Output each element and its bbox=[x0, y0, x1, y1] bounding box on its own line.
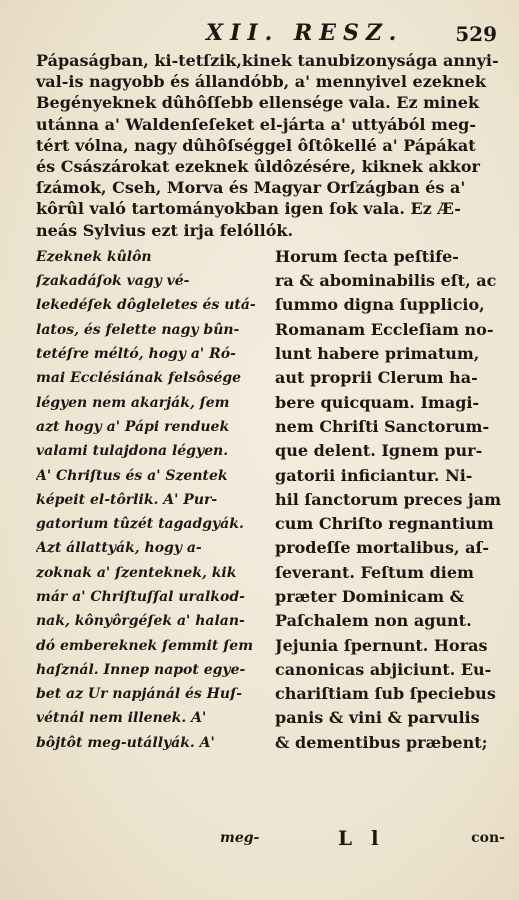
latin-text-line: Romanam Eccleſiam no- bbox=[275, 319, 494, 339]
intro-text-line: Pápaságban, ki-tetſzik,kinek tanubizonysága annyi- bbox=[36, 51, 499, 70]
latin-text-line: Jejunia ſpernunt. Horas bbox=[275, 635, 488, 655]
latin-text-line: & dementibus præbent; bbox=[275, 732, 488, 752]
latin-text-line: panis & vini & parvulis bbox=[275, 708, 480, 728]
latin-text-line: bere quicquam. Imagi- bbox=[275, 392, 480, 412]
hungarian-text-line: valami tulajdona légyen. bbox=[36, 443, 229, 460]
latin-text-line: præter Dominicam & bbox=[275, 586, 465, 606]
latin-text-line: prodeſſe mortalibus, aſ- bbox=[275, 538, 489, 558]
latin-text-line: nem Chriſti Sanctorum- bbox=[275, 416, 490, 436]
latin-text-line: ra & abominabilis eſt, ac bbox=[275, 271, 497, 291]
hungarian-text-line: nak, kônyôrgéſek a' halan- bbox=[36, 613, 245, 630]
latin-text-line: cum Chriſto regnantium bbox=[275, 514, 494, 534]
intro-text-line: neás Sylvius ezt irja felóllók. bbox=[36, 220, 294, 240]
hungarian-text-line: haſznál. Innep napot egye- bbox=[36, 661, 246, 678]
latin-text-line: ſeverant. Feſtum diem bbox=[275, 562, 474, 582]
intro-text-line: kôrûl való tartományokban igen ſok vala. Ez Æ- bbox=[36, 199, 461, 219]
hungarian-text-line: gatorium tûzét tagadgyák. bbox=[36, 516, 244, 533]
hungarian-text-line: Ezeknek kûlôn bbox=[36, 248, 152, 265]
hungarian-text-line: bet az Ur napjánál és Huſ- bbox=[36, 686, 242, 703]
hungarian-text-line: bôjtôt meg-utállyák. A' bbox=[36, 734, 215, 751]
hungarian-text-line: tetéſre méltó, hogy a' Ró- bbox=[36, 346, 236, 363]
intro-text-line: és Császárokat ezeknek ûldôzésére, kiknek akkor bbox=[36, 157, 480, 177]
chapter-heading: XII. RESZ. bbox=[206, 20, 404, 46]
hungarian-text-line: lekedéſek dôgleletes és utá- bbox=[36, 297, 256, 314]
hungarian-text-line: vétnál nem illenek. A' bbox=[36, 710, 207, 727]
hungarian-text-line: légyen nem akarják, ſem bbox=[36, 394, 230, 411]
latin-text-line: chariſtiam ſub ſpeciebus bbox=[275, 684, 496, 704]
latin-text-line: canonicas abjiciunt. Eu- bbox=[275, 659, 492, 679]
running-header bbox=[36, 20, 501, 50]
catchword-hungarian: meg- bbox=[220, 830, 260, 846]
hungarian-text-line: zoknak a' ſzenteknek, kik bbox=[36, 564, 237, 581]
hungarian-text-line: már a' Chriſtuſſal uralkod- bbox=[36, 588, 245, 605]
intro-text-line: Begényeknek dûhôſſebb ellensége vala. Ez minek bbox=[36, 93, 480, 113]
hungarian-column bbox=[36, 245, 261, 755]
page-number: 529 bbox=[455, 22, 497, 46]
intro-text-line: utánna a' Waldenſeſeket el-járta a' uttyából meg- bbox=[36, 114, 476, 134]
latin-column bbox=[275, 245, 501, 755]
signature-mark: L l bbox=[338, 826, 385, 850]
intro-text-line: val-is nagyobb és állandóbb, a' mennyivel ezeknek bbox=[36, 72, 486, 92]
hungarian-text-line: Azt állattyák, hogy a- bbox=[36, 540, 202, 557]
hungarian-text-line: dó embereknek ſemmit ſem bbox=[36, 637, 254, 654]
intro-paragraph bbox=[36, 50, 501, 241]
hungarian-text-line: képeit el-tôrlik. A' Pur- bbox=[36, 491, 218, 508]
hungarian-text-line: A' Chriſtus és a' Szentek bbox=[36, 467, 228, 484]
latin-text-line: lunt habere primatum, bbox=[275, 344, 480, 364]
latin-text-line: que delent. Ignem pur- bbox=[275, 441, 483, 461]
hungarian-text-line: mai Ecclésiának felsôsége bbox=[36, 370, 242, 387]
latin-text-line: hil ſanctorum preces jam bbox=[275, 489, 501, 509]
catchword-latin: con- bbox=[471, 830, 505, 846]
hungarian-text-line: latos, és felette nagy bûn- bbox=[36, 321, 240, 338]
intro-text-line: tért vólna, nagy dûhôſséggel ôſtôkellé a' Pápákat bbox=[36, 135, 476, 155]
parallel-columns bbox=[36, 245, 501, 755]
hungarian-text-line: ſzakadáſok vagy vé- bbox=[36, 273, 190, 290]
latin-text-line: Paſchalem non agunt. bbox=[275, 611, 472, 631]
latin-text-line: ſummo digna ſupplicio, bbox=[275, 295, 485, 315]
latin-text-line: aut proprii Clerum ha- bbox=[275, 368, 478, 388]
intro-text-line: ſzámok, Cseh, Morva és Magyar Orſzágban és a' bbox=[36, 178, 466, 198]
latin-text-line: gatorii inficiantur. Ni- bbox=[275, 465, 473, 485]
hungarian-text-line: azt hogy a' Pápi renduek bbox=[36, 418, 230, 435]
latin-text-line: Horum ſecta peſtife- bbox=[275, 246, 459, 266]
